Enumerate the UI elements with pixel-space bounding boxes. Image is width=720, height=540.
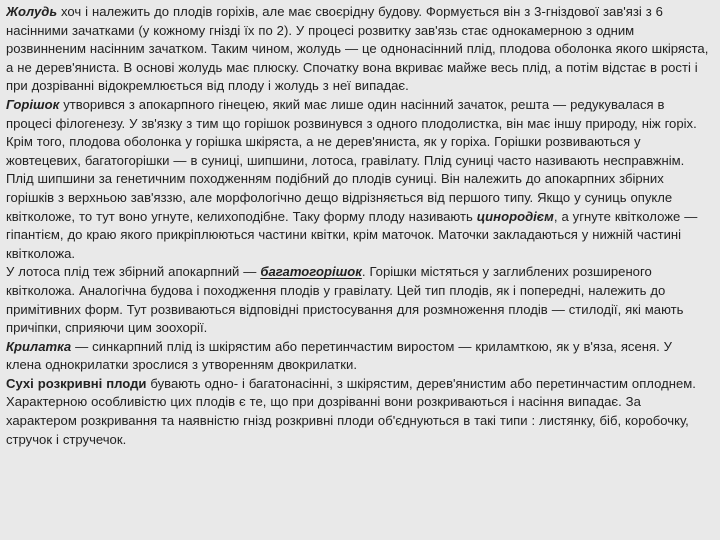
paragraph-samara [6,338,710,375]
paragraph-lotus-text-after: . Горішки містяться у заглиблених розширеного квітколожа. Аналогічна будова і походження плодів у гравілату. Цей тип плодів, як і попередні, належить до примітивних форм. Тут розвиваються відповідні пристосування для розмноження плодів — стилодії, які мають причіпки, сприяючи цим зоохорії. [6,264,684,336]
term-samara: Крилатка [6,338,72,354]
term-cynarrhodium: цинородієм [476,208,554,224]
paragraph-nutlet [6,96,710,170]
term-dehiscent-fruits: Сухі розкривні плоди [6,375,147,391]
paragraph-nutlet-text: утворився з апокарпного гінецею, який має лише один насінний зачаток, решта — редукувалася в процесі філогенезу. У зв'язку з тим що горішок розвинувся з одного плодолистка, він має іншу природу, ніж горіх. Крім того, плодова оболонка у горішка шкіряста, а не дерев'яниста, як у горіха. Горішки розвиваються у жовтецевих, багатогорішки — в суниці, шипшини, лотоса, гравілату. Плід суниці часто називають несправжнім. [6,96,697,168]
paragraph-samara-text: — синкарпний плід із шкірястим або перетинчастим виростом — криламткою, як у в'яза, ясеня. У клена однокрилатки зрослися з утворенням двокрилатки. [6,338,672,373]
paragraph-rosehip-text-before: Плід шипшини за генетичним походженням подібний до плодів суниці. Він належить до апокарпних збірних горішків з верхньою зав'яззю, але морфологічно дещо відрізняється від першого типу. Якщо у суниць опукле квітколоже, то тут воно угнуте, келихоподібне. Таку форму плоду називають [6,171,673,224]
term-nutlet: Горішок [6,96,60,112]
paragraph-dehiscent-fruits-text: бувають одно- і багатонасінні, з шкірястим, дерев'янистим або перетинчастим оплоднем. Характерною особливістю цих плодів є те, що при дозріванні вони розкриваються і насіння випадає. За характером розкривання та наявністю гнізд розкривні плоди об'єднуються в такі типи : листянку, біб, коробочку, стручок і стручечок. [6,375,696,447]
paragraph-acorn-text: хоч і належить до плодів горіхів, але має своєрідну будову. Формується він з 3-гніздової зав'язі з 6 насінними зачатками (у кожному гнізді їх по 2). У процесі розвитку зав'язь стає однокамерною з одним розвинненим насінним зачатком. Таким чином, жолудь — це однонасінний плід, плодова оболонка якого шкіряста, а не дерев'яниста. В основі жолудь має плюску. Спочатку вона вкриває майже весь плід, а потім відстає в рості і при дозріванні відокремлюється від плоду і жолудь з неї випадає. [6,4,709,94]
paragraph-rosehip [6,170,710,263]
document-text-block [6,3,710,533]
term-acorn: Жолудь [6,4,58,19]
paragraph-rosehip-text-after: , а угнуте квітколоже — гіпантієм, до краю якого прикріплюються частини квітки, крім маточок. Маточки закладаються у нижній частині квітколожа. [6,208,698,261]
paragraph-lotus [6,263,710,337]
paragraph-lotus-text-before: У лотоса плід теж збірний апокарпний — [6,264,261,280]
term-polynutlet: багатогорішок [260,264,362,280]
paragraph-acorn [6,3,710,96]
paragraph-dehiscent-fruits [6,375,710,449]
